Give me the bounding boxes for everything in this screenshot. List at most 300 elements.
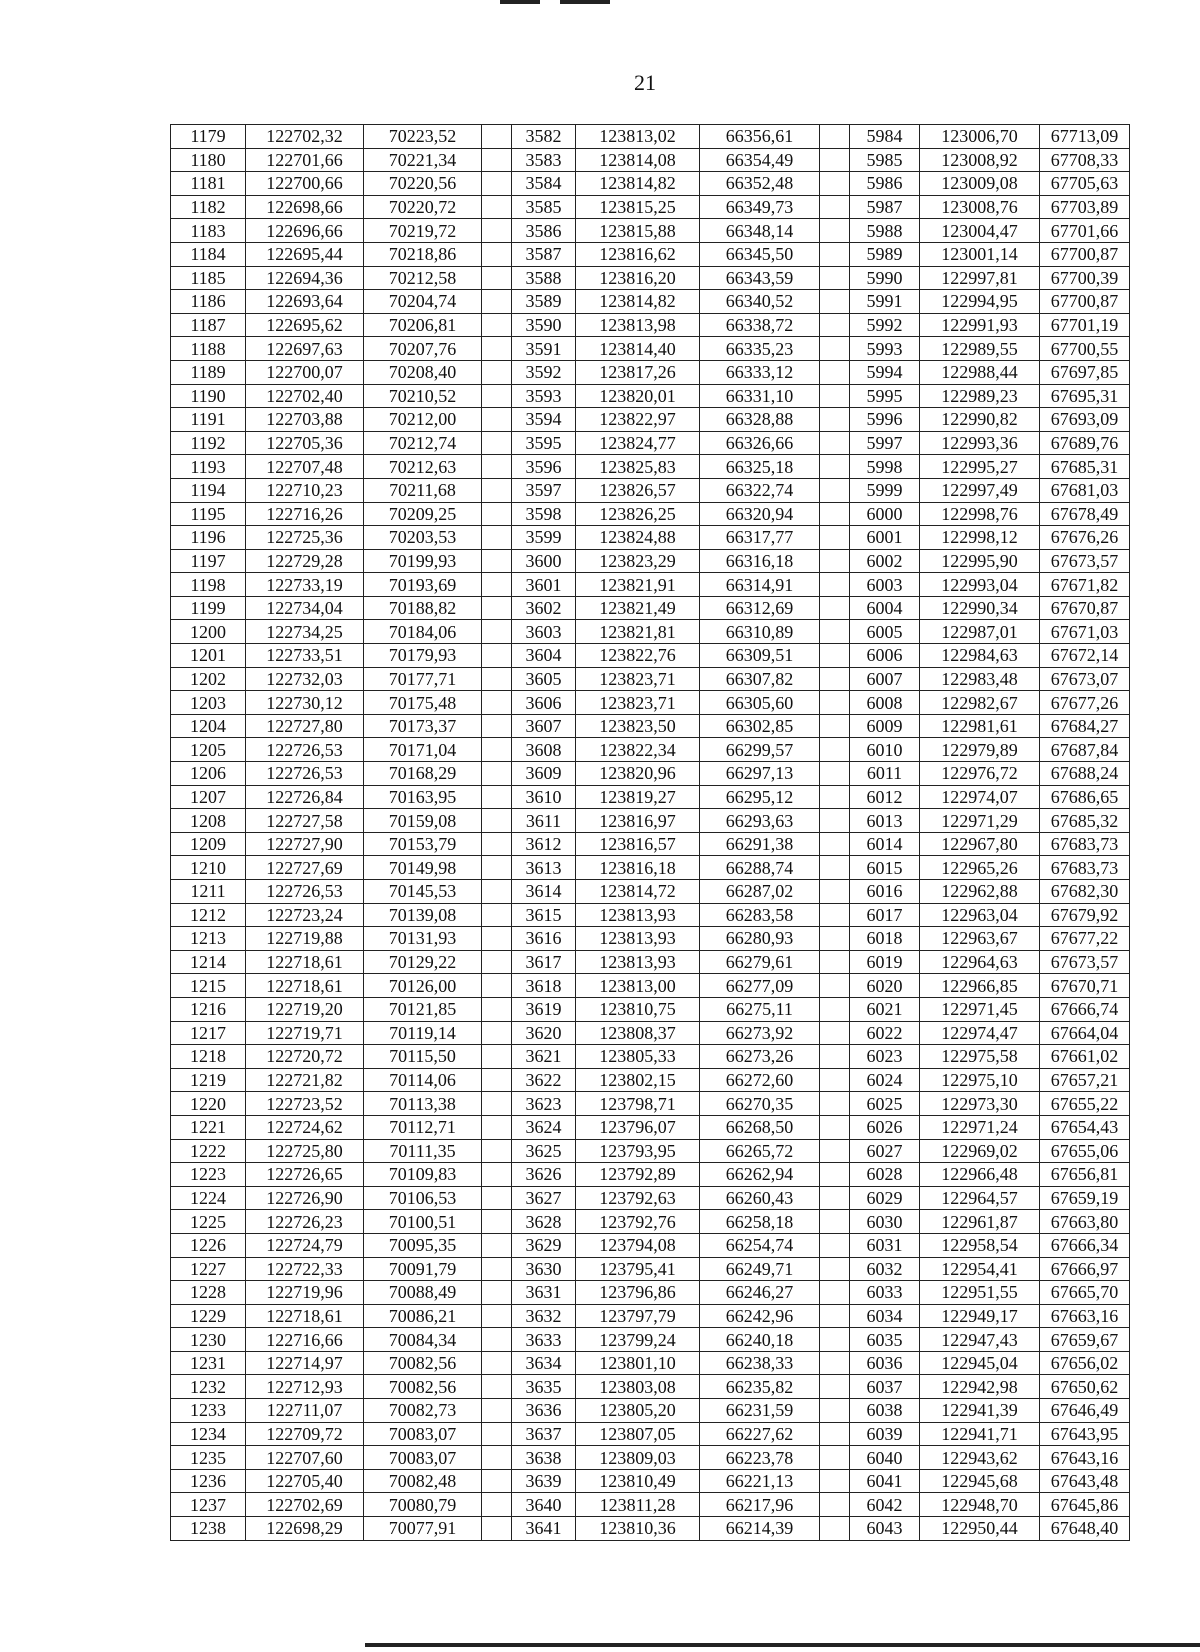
cell-x-coordinate-c: 122967,80: [920, 832, 1040, 856]
cell-x-coordinate-a: 122724,62: [246, 1115, 364, 1139]
column-separator: [820, 219, 850, 243]
cell-x-coordinate-a: 122727,69: [246, 856, 364, 880]
cell-point-number-a: 1196: [171, 526, 246, 550]
cell-y-coordinate-a: 70100,51: [364, 1210, 482, 1234]
column-separator: [820, 455, 850, 479]
cell-point-number-a: 1207: [171, 785, 246, 809]
cell-point-number-b: 3608: [512, 738, 576, 762]
cell-point-number-a: 1198: [171, 573, 246, 597]
cell-point-number-c: 6008: [850, 691, 920, 715]
cell-x-coordinate-c: 122987,01: [920, 620, 1040, 644]
cell-y-coordinate-c: 67648,40: [1040, 1517, 1130, 1541]
cell-y-coordinate-b: 66345,50: [700, 242, 820, 266]
cell-point-number-c: 5987: [850, 195, 920, 219]
coordinates-table-body: [171, 125, 1130, 1541]
column-separator: [820, 950, 850, 974]
cell-y-coordinate-c: 67678,49: [1040, 502, 1130, 526]
column-separator: [820, 431, 850, 455]
cell-x-coordinate-c: 122963,04: [920, 903, 1040, 927]
cell-x-coordinate-b: 123816,57: [576, 832, 700, 856]
column-separator: [820, 1517, 850, 1541]
cell-point-number-b: 3622: [512, 1068, 576, 1092]
cell-x-coordinate-c: 122945,68: [920, 1469, 1040, 1493]
cell-y-coordinate-b: 66348,14: [700, 219, 820, 243]
cell-x-coordinate-b: 123793,95: [576, 1139, 700, 1163]
cell-x-coordinate-c: 122998,12: [920, 526, 1040, 550]
cell-x-coordinate-c: 123001,14: [920, 242, 1040, 266]
table-row: [171, 242, 1130, 266]
column-separator: [482, 1399, 512, 1423]
table-row: [171, 1115, 1130, 1139]
cell-x-coordinate-a: 122722,33: [246, 1257, 364, 1281]
cell-point-number-c: 6031: [850, 1233, 920, 1257]
column-separator: [482, 667, 512, 691]
table-row: [171, 195, 1130, 219]
cell-y-coordinate-a: 70193,69: [364, 573, 482, 597]
cell-x-coordinate-c: 122989,55: [920, 337, 1040, 361]
cell-x-coordinate-a: 122718,61: [246, 950, 364, 974]
cell-point-number-c: 5985: [850, 148, 920, 172]
cell-point-number-a: 1179: [171, 125, 246, 149]
cell-y-coordinate-c: 67654,43: [1040, 1115, 1130, 1139]
column-separator: [820, 856, 850, 880]
cell-y-coordinate-c: 67666,74: [1040, 997, 1130, 1021]
cell-y-coordinate-a: 70145,53: [364, 880, 482, 904]
cell-y-coordinate-b: 66310,89: [700, 620, 820, 644]
cell-y-coordinate-c: 67643,16: [1040, 1446, 1130, 1470]
cell-y-coordinate-c: 67700,87: [1040, 290, 1130, 314]
cell-x-coordinate-b: 123810,75: [576, 997, 700, 1021]
cell-y-coordinate-b: 66309,51: [700, 644, 820, 668]
cell-x-coordinate-c: 122942,98: [920, 1375, 1040, 1399]
cell-y-coordinate-a: 70221,34: [364, 148, 482, 172]
cell-y-coordinate-a: 70171,04: [364, 738, 482, 762]
cell-point-number-b: 3600: [512, 549, 576, 573]
cell-x-coordinate-c: 123004,47: [920, 219, 1040, 243]
cell-x-coordinate-c: 122979,89: [920, 738, 1040, 762]
cell-x-coordinate-b: 123816,20: [576, 266, 700, 290]
cell-y-coordinate-c: 67685,31: [1040, 455, 1130, 479]
cell-y-coordinate-a: 70119,14: [364, 1021, 482, 1045]
cell-y-coordinate-b: 66270,35: [700, 1092, 820, 1116]
column-separator: [482, 903, 512, 927]
cell-x-coordinate-a: 122696,66: [246, 219, 364, 243]
cell-x-coordinate-a: 122730,12: [246, 691, 364, 715]
cell-point-number-b: 3629: [512, 1233, 576, 1257]
cell-point-number-a: 1219: [171, 1068, 246, 1092]
column-separator: [482, 502, 512, 526]
cell-y-coordinate-a: 70129,22: [364, 950, 482, 974]
cell-x-coordinate-c: 122997,81: [920, 266, 1040, 290]
cell-point-number-b: 3607: [512, 714, 576, 738]
column-separator: [820, 1281, 850, 1305]
column-separator: [482, 526, 512, 550]
cell-x-coordinate-c: 122993,36: [920, 431, 1040, 455]
cell-point-number-a: 1195: [171, 502, 246, 526]
cell-y-coordinate-a: 70131,93: [364, 927, 482, 951]
cell-point-number-a: 1230: [171, 1328, 246, 1352]
column-separator: [482, 195, 512, 219]
cell-point-number-c: 6026: [850, 1115, 920, 1139]
cell-y-coordinate-c: 67688,24: [1040, 762, 1130, 786]
table-row: [171, 620, 1130, 644]
cell-point-number-a: 1223: [171, 1163, 246, 1187]
cell-point-number-b: 3631: [512, 1281, 576, 1305]
cell-x-coordinate-c: 123009,08: [920, 172, 1040, 196]
table-row: [171, 1163, 1130, 1187]
table-row: [171, 1257, 1130, 1281]
cell-point-number-c: 6003: [850, 573, 920, 597]
table-row: [171, 1281, 1130, 1305]
cell-point-number-c: 6022: [850, 1021, 920, 1045]
cell-point-number-a: 1229: [171, 1304, 246, 1328]
cell-y-coordinate-c: 67646,49: [1040, 1399, 1130, 1423]
cell-y-coordinate-c: 67655,06: [1040, 1139, 1130, 1163]
cell-point-number-c: 5999: [850, 478, 920, 502]
cell-y-coordinate-a: 70083,07: [364, 1446, 482, 1470]
cell-y-coordinate-a: 70086,21: [364, 1304, 482, 1328]
cell-point-number-a: 1233: [171, 1399, 246, 1423]
cell-point-number-b: 3584: [512, 172, 576, 196]
cell-x-coordinate-a: 122700,66: [246, 172, 364, 196]
column-separator: [820, 1351, 850, 1375]
cell-point-number-b: 3595: [512, 431, 576, 455]
cell-x-coordinate-a: 122707,48: [246, 455, 364, 479]
cell-y-coordinate-b: 66280,93: [700, 927, 820, 951]
cell-y-coordinate-c: 67697,85: [1040, 360, 1130, 384]
cell-x-coordinate-c: 122982,67: [920, 691, 1040, 715]
cell-point-number-c: 5995: [850, 384, 920, 408]
table-row: [171, 1328, 1130, 1352]
cell-point-number-c: 6011: [850, 762, 920, 786]
table-row: [171, 1493, 1130, 1517]
cell-point-number-a: 1220: [171, 1092, 246, 1116]
cell-point-number-b: 3596: [512, 455, 576, 479]
table-row: [171, 903, 1130, 927]
cell-y-coordinate-c: 67673,57: [1040, 950, 1130, 974]
cell-point-number-b: 3625: [512, 1139, 576, 1163]
cell-x-coordinate-a: 122695,62: [246, 313, 364, 337]
cell-y-coordinate-c: 67670,87: [1040, 596, 1130, 620]
cell-y-coordinate-c: 67701,66: [1040, 219, 1130, 243]
cell-y-coordinate-b: 66223,78: [700, 1446, 820, 1470]
cell-x-coordinate-c: 122974,47: [920, 1021, 1040, 1045]
cell-x-coordinate-a: 122725,80: [246, 1139, 364, 1163]
cell-point-number-a: 1209: [171, 832, 246, 856]
column-separator: [482, 384, 512, 408]
cell-x-coordinate-a: 122729,28: [246, 549, 364, 573]
table-row: [171, 313, 1130, 337]
table-row: [171, 1045, 1130, 1069]
cell-y-coordinate-c: 67666,97: [1040, 1257, 1130, 1281]
cell-x-coordinate-a: 122727,90: [246, 832, 364, 856]
cell-x-coordinate-a: 122727,80: [246, 714, 364, 738]
cell-y-coordinate-a: 70203,53: [364, 526, 482, 550]
cell-point-number-c: 6027: [850, 1139, 920, 1163]
cell-point-number-c: 6024: [850, 1068, 920, 1092]
table-row: [171, 455, 1130, 479]
cell-point-number-a: 1215: [171, 974, 246, 998]
cell-x-coordinate-b: 123823,71: [576, 667, 700, 691]
table-row: [171, 478, 1130, 502]
cell-y-coordinate-a: 70210,52: [364, 384, 482, 408]
column-separator: [820, 195, 850, 219]
cell-point-number-b: 3588: [512, 266, 576, 290]
cell-x-coordinate-c: 122963,67: [920, 927, 1040, 951]
cell-y-coordinate-a: 70084,34: [364, 1328, 482, 1352]
cell-x-coordinate-c: 122991,93: [920, 313, 1040, 337]
cell-x-coordinate-b: 123792,63: [576, 1186, 700, 1210]
cell-point-number-b: 3621: [512, 1045, 576, 1069]
cell-point-number-c: 6007: [850, 667, 920, 691]
cell-y-coordinate-b: 66354,49: [700, 148, 820, 172]
cell-x-coordinate-c: 122945,04: [920, 1351, 1040, 1375]
column-separator: [820, 1304, 850, 1328]
cell-x-coordinate-a: 122726,84: [246, 785, 364, 809]
column-separator: [482, 1328, 512, 1352]
table-row: [171, 549, 1130, 573]
cell-x-coordinate-c: 123006,70: [920, 125, 1040, 149]
cell-y-coordinate-a: 70149,98: [364, 856, 482, 880]
cell-point-number-c: 6023: [850, 1045, 920, 1069]
column-separator: [820, 1493, 850, 1517]
cell-y-coordinate-a: 70175,48: [364, 691, 482, 715]
cell-point-number-b: 3628: [512, 1210, 576, 1234]
cell-y-coordinate-a: 70212,58: [364, 266, 482, 290]
cell-x-coordinate-b: 123814,72: [576, 880, 700, 904]
column-separator: [482, 974, 512, 998]
cell-y-coordinate-b: 66333,12: [700, 360, 820, 384]
cell-y-coordinate-c: 67677,26: [1040, 691, 1130, 715]
cell-x-coordinate-a: 122700,07: [246, 360, 364, 384]
cell-y-coordinate-b: 66214,39: [700, 1517, 820, 1541]
cell-y-coordinate-c: 67686,65: [1040, 785, 1130, 809]
table-row: [171, 266, 1130, 290]
cell-x-coordinate-a: 122734,04: [246, 596, 364, 620]
cell-x-coordinate-a: 122723,24: [246, 903, 364, 927]
column-separator: [820, 1210, 850, 1234]
table-row: [171, 125, 1130, 149]
cell-y-coordinate-c: 67684,27: [1040, 714, 1130, 738]
column-separator: [820, 337, 850, 361]
cell-y-coordinate-b: 66305,60: [700, 691, 820, 715]
cell-point-number-a: 1210: [171, 856, 246, 880]
cell-y-coordinate-b: 66272,60: [700, 1068, 820, 1092]
cell-point-number-b: 3601: [512, 573, 576, 597]
cell-y-coordinate-c: 67664,04: [1040, 1021, 1130, 1045]
cell-point-number-a: 1183: [171, 219, 246, 243]
cell-y-coordinate-c: 67695,31: [1040, 384, 1130, 408]
column-separator: [482, 856, 512, 880]
cell-x-coordinate-b: 123816,62: [576, 242, 700, 266]
cell-y-coordinate-c: 67666,34: [1040, 1233, 1130, 1257]
cell-x-coordinate-b: 123802,15: [576, 1068, 700, 1092]
cell-y-coordinate-b: 66260,43: [700, 1186, 820, 1210]
cell-point-number-b: 3636: [512, 1399, 576, 1423]
cell-point-number-a: 1213: [171, 927, 246, 951]
cell-y-coordinate-b: 66328,88: [700, 408, 820, 432]
cell-x-coordinate-b: 123809,03: [576, 1446, 700, 1470]
cell-y-coordinate-a: 70168,29: [364, 762, 482, 786]
cell-point-number-a: 1235: [171, 1446, 246, 1470]
cell-y-coordinate-b: 66320,94: [700, 502, 820, 526]
cell-point-number-a: 1204: [171, 714, 246, 738]
cell-y-coordinate-a: 70121,85: [364, 997, 482, 1021]
column-separator: [820, 1422, 850, 1446]
cell-x-coordinate-b: 123814,08: [576, 148, 700, 172]
column-separator: [820, 573, 850, 597]
cell-y-coordinate-a: 70077,91: [364, 1517, 482, 1541]
cell-y-coordinate-c: 67670,71: [1040, 974, 1130, 998]
cell-point-number-b: 3586: [512, 219, 576, 243]
cell-point-number-a: 1200: [171, 620, 246, 644]
table-row: [171, 1186, 1130, 1210]
cell-point-number-b: 3620: [512, 1021, 576, 1045]
cell-point-number-b: 3627: [512, 1186, 576, 1210]
cell-point-number-a: 1205: [171, 738, 246, 762]
cell-point-number-c: 5998: [850, 455, 920, 479]
table-row: [171, 1092, 1130, 1116]
cell-point-number-a: 1193: [171, 455, 246, 479]
cell-y-coordinate-b: 66240,18: [700, 1328, 820, 1352]
cell-x-coordinate-c: 122997,49: [920, 478, 1040, 502]
cell-x-coordinate-b: 123821,81: [576, 620, 700, 644]
cell-y-coordinate-a: 70177,71: [364, 667, 482, 691]
cell-y-coordinate-a: 70109,83: [364, 1163, 482, 1187]
cell-point-number-c: 6012: [850, 785, 920, 809]
column-separator: [820, 172, 850, 196]
cell-y-coordinate-b: 66287,02: [700, 880, 820, 904]
table-row: [171, 691, 1130, 715]
cell-y-coordinate-a: 70091,79: [364, 1257, 482, 1281]
column-separator: [482, 219, 512, 243]
cell-x-coordinate-b: 123799,24: [576, 1328, 700, 1352]
cell-x-coordinate-b: 123822,76: [576, 644, 700, 668]
column-separator: [820, 997, 850, 1021]
coordinates-table: [170, 124, 1130, 1541]
cell-x-coordinate-c: 122988,44: [920, 360, 1040, 384]
cell-point-number-c: 5989: [850, 242, 920, 266]
cell-y-coordinate-b: 66314,91: [700, 573, 820, 597]
cell-x-coordinate-b: 123810,49: [576, 1469, 700, 1493]
table-row: [171, 573, 1130, 597]
table-row: [171, 1399, 1130, 1423]
column-separator: [820, 478, 850, 502]
cell-x-coordinate-a: 122726,23: [246, 1210, 364, 1234]
column-separator: [482, 1139, 512, 1163]
cell-y-coordinate-a: 70153,79: [364, 832, 482, 856]
cell-y-coordinate-a: 70083,07: [364, 1422, 482, 1446]
cell-point-number-b: 3619: [512, 997, 576, 1021]
table-row: [171, 762, 1130, 786]
cell-point-number-c: 6038: [850, 1399, 920, 1423]
cell-point-number-c: 6041: [850, 1469, 920, 1493]
column-separator: [820, 1328, 850, 1352]
cell-point-number-c: 6017: [850, 903, 920, 927]
column-separator: [482, 1281, 512, 1305]
cell-point-number-a: 1191: [171, 408, 246, 432]
cell-point-number-b: 3635: [512, 1375, 576, 1399]
cell-y-coordinate-c: 67672,14: [1040, 644, 1130, 668]
table-row: [171, 856, 1130, 880]
cell-y-coordinate-b: 66283,58: [700, 903, 820, 927]
column-separator: [820, 242, 850, 266]
cell-x-coordinate-a: 122709,72: [246, 1422, 364, 1446]
cell-x-coordinate-c: 122954,41: [920, 1257, 1040, 1281]
cell-x-coordinate-a: 122716,66: [246, 1328, 364, 1352]
table-row: [171, 1021, 1130, 1045]
cell-y-coordinate-a: 70219,72: [364, 219, 482, 243]
cell-point-number-a: 1186: [171, 290, 246, 314]
cell-point-number-b: 3582: [512, 125, 576, 149]
cell-y-coordinate-b: 66349,73: [700, 195, 820, 219]
cell-y-coordinate-b: 66312,69: [700, 596, 820, 620]
cell-y-coordinate-a: 70220,72: [364, 195, 482, 219]
column-separator: [482, 573, 512, 597]
cell-y-coordinate-a: 70163,95: [364, 785, 482, 809]
cell-point-number-c: 5996: [850, 408, 920, 432]
cell-y-coordinate-c: 67671,82: [1040, 573, 1130, 597]
cell-x-coordinate-c: 122998,76: [920, 502, 1040, 526]
table-row: [171, 596, 1130, 620]
cell-point-number-a: 1187: [171, 313, 246, 337]
cell-x-coordinate-c: 122950,44: [920, 1517, 1040, 1541]
cell-point-number-b: 3599: [512, 526, 576, 550]
cell-y-coordinate-b: 66291,38: [700, 832, 820, 856]
cell-point-number-a: 1189: [171, 360, 246, 384]
cell-y-coordinate-b: 66335,23: [700, 337, 820, 361]
cell-point-number-b: 3617: [512, 950, 576, 974]
cell-point-number-a: 1221: [171, 1115, 246, 1139]
column-separator: [482, 1493, 512, 1517]
cell-x-coordinate-c: 122976,72: [920, 762, 1040, 786]
table-row: [171, 1446, 1130, 1470]
cell-y-coordinate-a: 70199,93: [364, 549, 482, 573]
cell-y-coordinate-b: 66217,96: [700, 1493, 820, 1517]
cell-point-number-c: 6015: [850, 856, 920, 880]
cell-x-coordinate-c: 122943,62: [920, 1446, 1040, 1470]
cell-point-number-b: 3618: [512, 974, 576, 998]
cell-y-coordinate-c: 67645,86: [1040, 1493, 1130, 1517]
cell-x-coordinate-b: 123792,76: [576, 1210, 700, 1234]
cell-x-coordinate-b: 123796,86: [576, 1281, 700, 1305]
cell-x-coordinate-a: 122702,69: [246, 1493, 364, 1517]
cell-x-coordinate-c: 122990,34: [920, 596, 1040, 620]
cell-point-number-c: 6036: [850, 1351, 920, 1375]
cell-y-coordinate-c: 67708,33: [1040, 148, 1130, 172]
cell-y-coordinate-c: 67679,92: [1040, 903, 1130, 927]
cell-y-coordinate-b: 66235,82: [700, 1375, 820, 1399]
cell-point-number-a: 1197: [171, 549, 246, 573]
column-separator: [820, 1115, 850, 1139]
cell-y-coordinate-b: 66307,82: [700, 667, 820, 691]
cell-y-coordinate-b: 66279,61: [700, 950, 820, 974]
cell-point-number-c: 5991: [850, 290, 920, 314]
cell-x-coordinate-b: 123814,40: [576, 337, 700, 361]
cell-y-coordinate-a: 70113,38: [364, 1092, 482, 1116]
cell-y-coordinate-a: 70211,68: [364, 478, 482, 502]
cell-point-number-b: 3623: [512, 1092, 576, 1116]
column-separator: [482, 1446, 512, 1470]
cell-y-coordinate-b: 66265,72: [700, 1139, 820, 1163]
cell-y-coordinate-c: 67687,84: [1040, 738, 1130, 762]
table-row: [171, 1375, 1130, 1399]
cell-x-coordinate-c: 122983,48: [920, 667, 1040, 691]
cell-y-coordinate-c: 67671,03: [1040, 620, 1130, 644]
cell-point-number-b: 3614: [512, 880, 576, 904]
cell-x-coordinate-b: 123813,93: [576, 903, 700, 927]
cell-y-coordinate-a: 70218,86: [364, 242, 482, 266]
